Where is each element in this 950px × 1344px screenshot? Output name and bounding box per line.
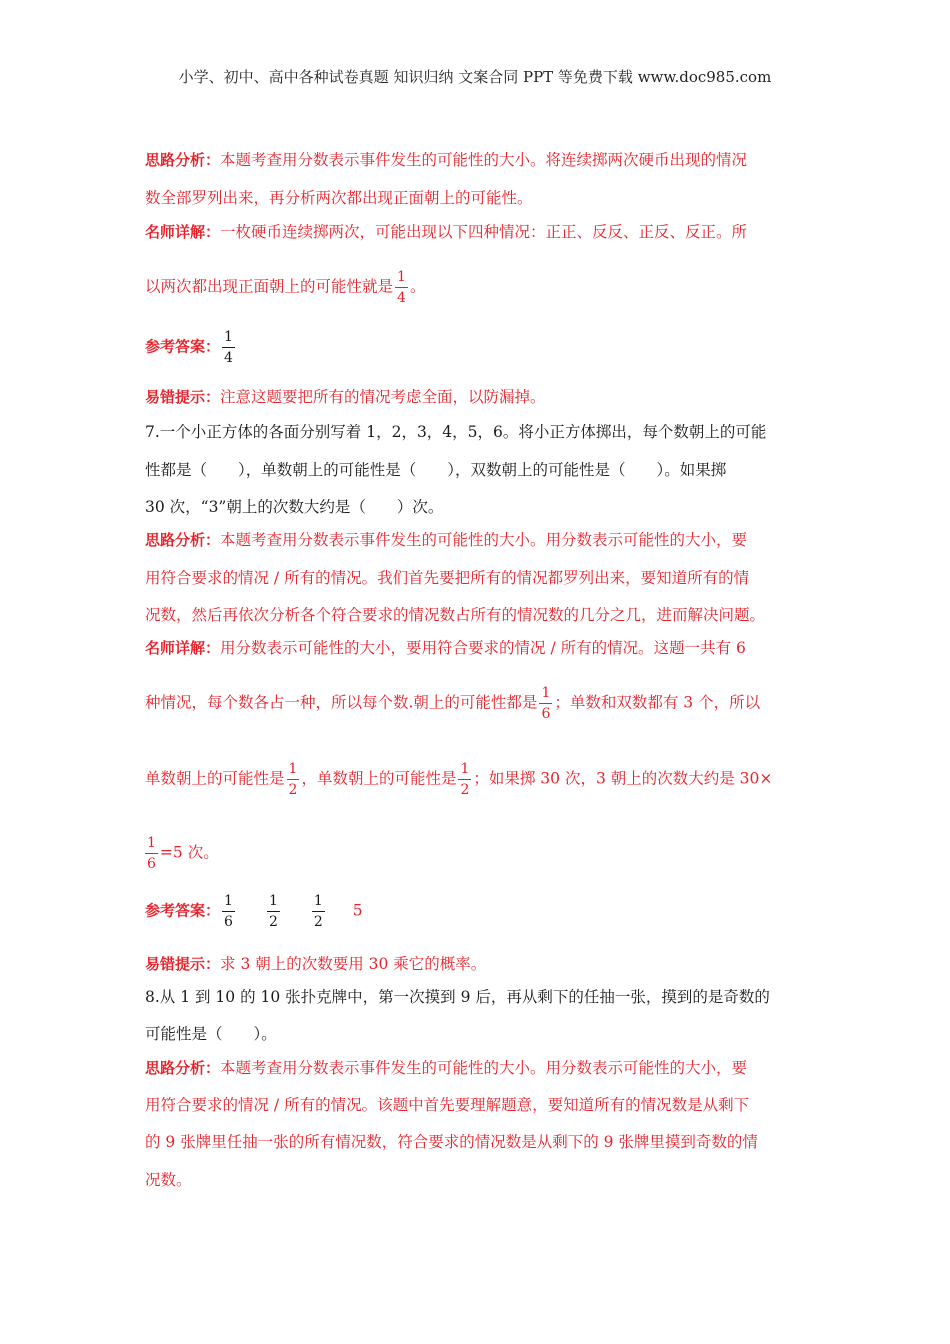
fraction-numerator: 1 <box>222 330 235 348</box>
page-header: 小学、初中、高中各种试卷真题 知识归纳 文案合同 PPT 等免费下载 www.doc985.com <box>178 68 772 86</box>
analysis-text: 本题考查用分数表示事件发生的可能性的大小。将连续掷两次硬币出现的情况 <box>220 151 748 169</box>
fraction-denominator: 4 <box>397 290 406 306</box>
q6-tip <box>145 385 546 407</box>
fraction-numerator: 1 <box>222 894 235 912</box>
fraction-numerator: 1 <box>145 836 158 854</box>
fraction <box>287 762 300 797</box>
q7-analysis-line-3: 况数，然后再依次分析各个符合要求的情况数占所有的情况数的几分之几，进而解决问题。 <box>145 606 766 624</box>
analysis-label: 思路分析： <box>145 151 221 169</box>
answer-label: 参考答案： <box>145 337 221 356</box>
detail-text: 一枚硬币连续掷两次，可能出现以下四种情况：正正、反反、正反、反正。所 <box>220 223 748 241</box>
fraction-denominator: 6 <box>541 706 551 722</box>
fraction <box>458 762 471 797</box>
q8-analysis-line-4: 况数。 <box>145 1171 192 1189</box>
detail-text: 。 <box>409 277 426 296</box>
tip-text: 求 3 朝上的次数要用 30 乘它的概率。 <box>220 955 487 973</box>
tip-label: 易错提示： <box>145 955 221 973</box>
fraction-denominator: 6 <box>224 914 233 930</box>
q8-analysis-line-2: 用符合要求的情况 / 所有的情况。该题中首先要理解题意，要知道所有的情况数是从剩下 <box>145 1096 750 1114</box>
q8-question-line-1: 8.从 1 到 10 的 10 张扑克牌中，第一次摸到 9 后，再从剩下的任抽一张，摸到的是奇数的 <box>145 988 770 1006</box>
detail-text: ；单数和双数都有 3 个，所以 <box>554 693 761 712</box>
detail-text: 用分数表示可能性的大小，要用符合要求的情况 / 所有的情况。这题一共有 6 <box>220 639 746 657</box>
detail-label: 名师详解： <box>145 223 221 241</box>
tip-label: 易错提示： <box>145 388 221 406</box>
q7-question-line-3: 30 次，“3”朝上的次数大约是（ ）次。 <box>145 498 444 516</box>
q6-detail-line-1 <box>145 220 747 242</box>
q7-detail-line-4 <box>145 836 219 871</box>
q8-question-line-2: 可能性是（ ）。 <box>145 1025 277 1043</box>
fraction-denominator: 2 <box>460 782 470 798</box>
fraction-numerator: 1 <box>539 686 552 704</box>
answer-fraction-3 <box>312 894 325 929</box>
detail-text: 种情况，每个数各占一种，所以每个数.朝上的可能性都是 <box>145 693 538 712</box>
fraction-denominator: 2 <box>268 914 278 930</box>
q6-answer <box>145 330 237 365</box>
q7-answer <box>145 894 363 929</box>
q6-analysis-line-1 <box>145 148 747 170</box>
q7-tip <box>145 952 486 974</box>
fraction-numerator: 1 <box>395 270 408 288</box>
detail-text: ，单数朝上的可能性是 <box>301 769 457 788</box>
q7-detail-line-3 <box>145 762 772 797</box>
fraction-numerator: 1 <box>267 894 280 912</box>
fraction <box>539 686 552 721</box>
q7-question-line-2: 性都是（ ），单数朝上的可能性是（ ），双数朝上的可能性是（ ）。如果掷 <box>145 461 727 479</box>
detail-label: 名师详解： <box>145 639 221 657</box>
q7-analysis-line-2: 用符合要求的情况 / 所有的情况。我们首先要把所有的情况都罗列出来，要知道所有的情 <box>145 569 750 587</box>
answer-fraction-2 <box>267 894 280 929</box>
fraction-denominator: 2 <box>313 914 323 930</box>
detail-text: ；如果掷 30 次，3 朝上的次数大约是 30× <box>473 769 773 788</box>
answer-fraction <box>222 330 235 365</box>
answer-label: 参考答案： <box>145 901 221 920</box>
detail-text: 以两次都出现正面朝上的可能性就是 <box>145 277 394 296</box>
q7-question-line-1: 7.一个小正方体的各面分别写着 1，2，3，4，5，6。将小正方体掷出，每个数朝上的可能 <box>145 423 767 441</box>
analysis-label: 思路分析： <box>145 531 221 549</box>
q7-detail-line-1 <box>145 636 746 658</box>
fraction-numerator: 1 <box>458 762 471 780</box>
tip-text: 注意这题要把所有的情况考虑全面，以防漏掉。 <box>220 388 546 406</box>
detail-text: 单数朝上的可能性是 <box>145 769 285 788</box>
fraction <box>395 270 408 305</box>
analysis-text: 本题考查用分数表示事件发生的可能性的大小。用分数表示可能性的大小，要 <box>220 531 748 549</box>
fraction-denominator: 6 <box>147 856 156 872</box>
fraction-denominator: 2 <box>288 782 298 798</box>
fraction <box>145 836 158 871</box>
q8-analysis-line-1 <box>145 1056 747 1078</box>
q7-detail-line-2 <box>145 686 760 721</box>
analysis-text: 本题考查用分数表示事件发生的可能性的大小。用分数表示可能性的大小，要 <box>220 1059 748 1077</box>
fraction-denominator: 4 <box>224 350 233 366</box>
analysis-label: 思路分析： <box>145 1059 221 1077</box>
q7-analysis-line-1 <box>145 528 747 550</box>
fraction-numerator: 1 <box>287 762 300 780</box>
fraction-numerator: 1 <box>312 894 325 912</box>
q6-detail-line-2 <box>145 270 425 305</box>
answer-fraction-1 <box>222 894 235 929</box>
answer-value: 5 <box>352 901 363 920</box>
q8-analysis-line-3: 的 9 张牌里任抽一张的所有情况数，符合要求的情况数是从剩下的 9 张牌里摸到奇数的情 <box>145 1133 758 1151</box>
detail-text: =5 次。 <box>159 843 219 862</box>
q6-analysis-line-2: 数全部罗列出来，再分析两次都出现正面朝上的可能性。 <box>145 189 533 207</box>
